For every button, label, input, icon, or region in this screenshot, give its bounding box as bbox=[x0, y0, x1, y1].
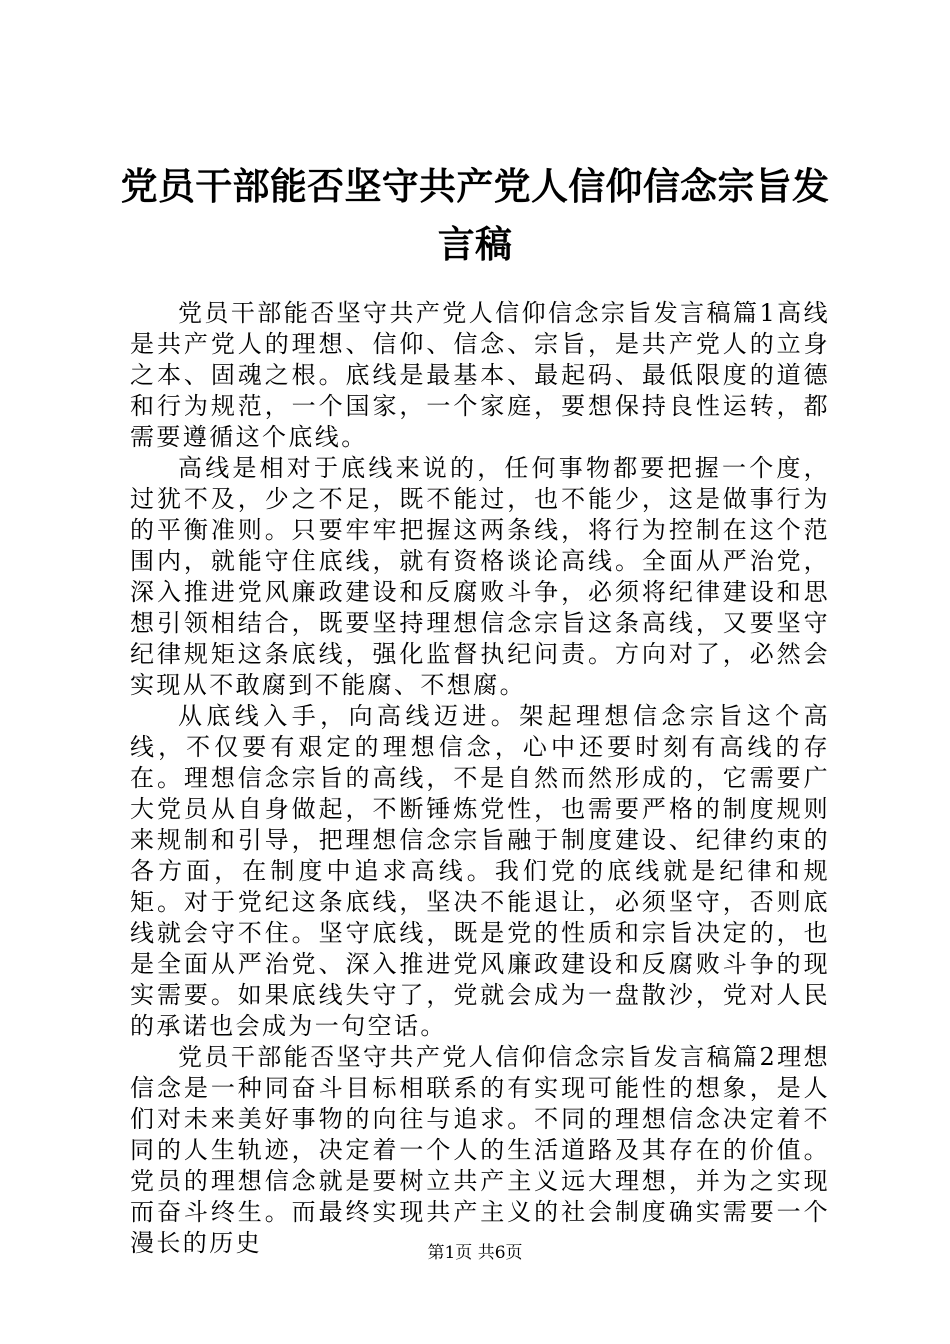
document-body bbox=[130, 298, 830, 1259]
paragraph-1: 党员干部能否坚守共产党人信仰信念宗旨发言稿篇1高线是共产党人的理想、信仰、信念、宗旨，是共产党人的立身之本、固魂之根。底线是最基本、最起码、最低限度的道德和行为规范，一个国家，一个家庭，要想保持良性运转，都需要遵循这个底线。 bbox=[130, 299, 830, 451]
paragraph-2: 高线是相对于底线来说的，任何事物都要把握一个度，过犹不及，少之不足，既不能过，也不能少，这是做事行为的平衡准则。只要牢牢把握这两条线，将行为控制在这个范围内，就能守住底线，就有资格谈论高线。全面从严治党，深入推进党风廉政建设和反腐败斗争，必须将纪律建设和思想引领相结合，既要坚持理想信念宗旨这条高线，又要坚守纪律规矩这条底线，强化监督执纪问责。方向对了，必然会实现从不敢腐到不能腐、不想腐。 bbox=[130, 454, 830, 699]
page-footer: 第1页 共6页 bbox=[427, 1243, 523, 1263]
document-title: 党员干部能否坚守共产党人信仰信念宗旨发言稿 bbox=[120, 165, 830, 266]
paragraph-4: 党员干部能否坚守共产党人信仰信念宗旨发言稿篇2理想信念是一种同奋斗目标相联系的有实现可能性的想象，是人们对未来美好事物的向往与追求。不同的理想信念决定着不同的人生轨迹，决定着一个人的生活道路及其存在的价值。党员的理想信念就是要树立共产主义远大理想，并为之实现而奋斗终生。而最终实现共产主义的社会制度确实需要一个漫长的历史 bbox=[130, 1043, 830, 1257]
paragraph-3: 从底线入手，向高线迈进。架起理想信念宗旨这个高线，不仅要有艰定的理想信念，心中还要时刻有高线的存在。理想信念宗旨的高线，不是自然而然形成的，它需要广大党员从自身做起，不断锤炼党性，也需要严格的制度规则来规制和引导，把理想信念宗旨融于制度建设、纪律约束的各方面，在制度中追求高线。我们党的底线就是纪律和规矩。对于党纪这条底线，坚决不能退让，必须坚守，否则底线就会守不住。坚守底线，既是党的性质和宗旨决定的，也是全面从严治党、深入推进党风廉政建设和反腐败斗争的现实需要。如果底线失守了，党就会成为一盘散沙，党对人民的承诺也会成为一句空话。 bbox=[130, 702, 830, 1040]
